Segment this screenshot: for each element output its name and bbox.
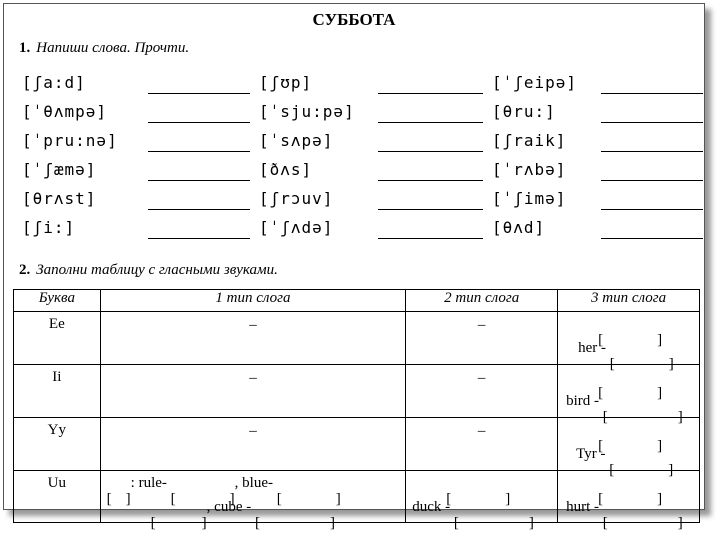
example-word: , blue- <box>234 475 277 491</box>
type-1-cell <box>100 471 406 523</box>
transcription: [ˈpru:nə] <box>22 131 118 150</box>
answer-line[interactable] <box>601 151 703 152</box>
task-2-number: 2. <box>19 262 31 278</box>
table-header-row <box>14 290 700 312</box>
answer-line[interactable] <box>378 180 483 181</box>
example-word: : rule- <box>130 475 171 491</box>
answer-line[interactable] <box>148 180 250 181</box>
worksheet-frame <box>3 3 705 515</box>
transcription: [ˈʃæmə] <box>22 160 97 179</box>
dash-cell: – <box>406 418 558 471</box>
answer-line[interactable] <box>601 238 703 239</box>
transcription: [ˈθʌmpə] <box>22 102 108 121</box>
type-2-cell <box>406 471 558 523</box>
answer-line[interactable] <box>378 151 483 152</box>
transcription: [ˈrʌbə] <box>492 160 567 179</box>
example-word: hurt - <box>566 499 603 515</box>
answer-line[interactable] <box>601 93 703 94</box>
table-row <box>14 471 700 523</box>
transcription: [θrʌst] <box>22 189 97 208</box>
transcription: [ðʌs] <box>259 160 313 179</box>
table-row <box>14 418 700 471</box>
transcription: [ʃi:] <box>22 218 76 237</box>
answer-line[interactable] <box>378 209 483 210</box>
example-word: bird - <box>566 393 603 409</box>
answer-line[interactable] <box>148 93 250 94</box>
vowel-table <box>13 289 700 523</box>
answer-line[interactable] <box>148 151 250 152</box>
dash-cell: – <box>100 365 406 418</box>
dash-cell: – <box>100 418 406 471</box>
transcription-row <box>22 128 702 157</box>
example-word: Tyr - <box>576 446 610 462</box>
transcription: [ˈʃimə] <box>492 189 567 208</box>
letter-cell: Uu <box>14 471 101 523</box>
dash-cell: – <box>406 365 558 418</box>
example-word: duck - <box>412 499 454 515</box>
dash-cell: – <box>406 312 558 365</box>
type-3-cell <box>558 471 700 523</box>
letter-cell: Ee <box>14 312 101 365</box>
column-header-type-1: 1 тип слога <box>100 290 406 312</box>
answer-line[interactable] <box>148 122 250 123</box>
transcription: [ʃrɔuv] <box>259 189 334 208</box>
transcription-row <box>22 186 702 215</box>
task-1-number: 1. <box>19 40 31 56</box>
transcription: [ʃraik] <box>492 131 567 150</box>
table-row <box>14 365 700 418</box>
page-title: СУББОТА <box>312 10 396 29</box>
task-1-text: Напиши слова. Прочти. <box>36 40 190 56</box>
transcription: [ˈsju:pə] <box>259 102 355 121</box>
answer-line[interactable] <box>601 122 703 123</box>
type-3-cell <box>558 312 700 365</box>
transcription: [ˈʃʌdə] <box>259 218 334 237</box>
answer-line[interactable] <box>378 93 483 94</box>
task-2-text: Заполни таблицу с гласными звуками. <box>36 262 278 278</box>
transcription: [ˈʃeipə] <box>492 73 578 92</box>
task-1-heading <box>19 40 189 57</box>
answer-line[interactable] <box>378 122 483 123</box>
transcription-grid <box>22 70 702 244</box>
transcription-row <box>22 215 702 244</box>
task-2-heading <box>19 262 278 279</box>
letter-cell: Ii <box>14 365 101 418</box>
answer-line[interactable] <box>601 180 703 181</box>
answer-line[interactable] <box>148 238 250 239</box>
transcription: [θʌd] <box>492 218 546 237</box>
transcription: [ʃʊp] <box>259 73 313 92</box>
transcription-row <box>22 70 702 99</box>
answer-line[interactable] <box>148 209 250 210</box>
transcription: [ʃa:d] <box>22 73 86 92</box>
type-3-cell <box>558 365 700 418</box>
example-word: her - <box>578 340 610 356</box>
table-row <box>14 312 700 365</box>
transcription: [ˈsʌpə] <box>259 131 334 150</box>
transcription-row <box>22 157 702 186</box>
transcription: [θru:] <box>492 102 556 121</box>
example-word: , cube - <box>206 499 255 515</box>
answer-line[interactable] <box>378 238 483 239</box>
column-header-type-2: 2 тип слога <box>406 290 558 312</box>
transcription-row <box>22 99 702 128</box>
column-header-type-3: 3 тип слога <box>558 290 700 312</box>
column-header-letter: Буква <box>14 290 101 312</box>
answer-line[interactable] <box>601 209 703 210</box>
letter-cell: Yy <box>14 418 101 471</box>
dash-cell: – <box>100 312 406 365</box>
